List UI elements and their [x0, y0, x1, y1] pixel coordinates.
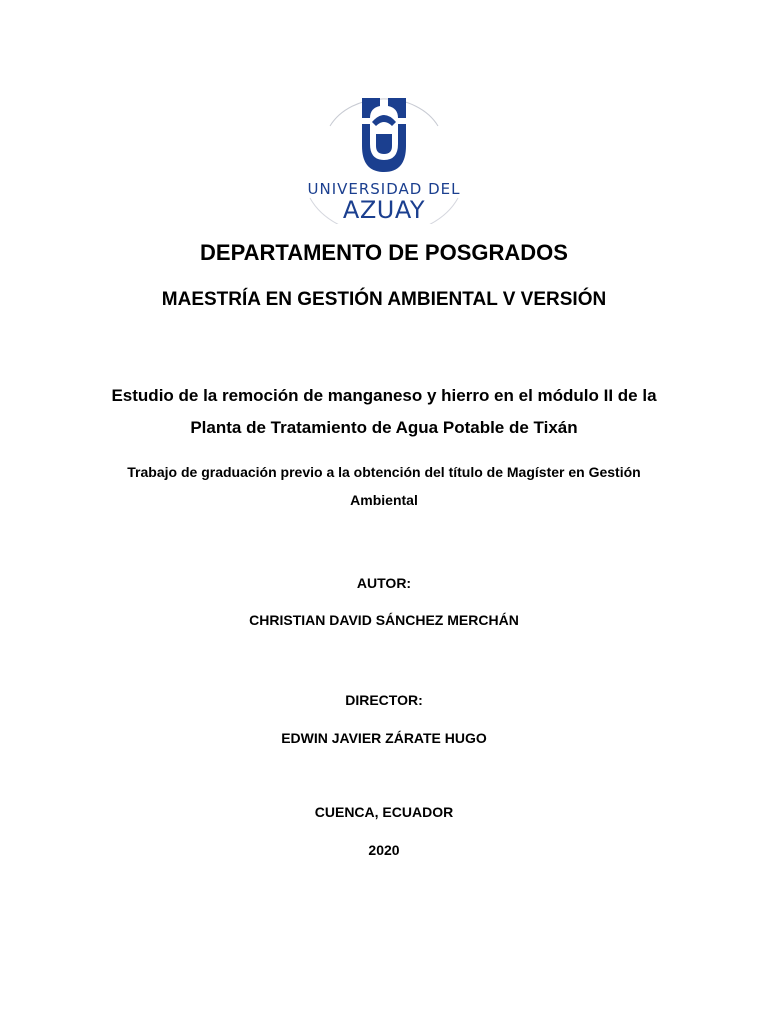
subtitle-line-1: Trabajo de graduación previo a la obtención del título de Magíster en Gestión: [127, 464, 641, 480]
university-logo: [300, 88, 468, 224]
university-shield-icon: [358, 94, 410, 176]
director-label: DIRECTOR:: [345, 692, 423, 708]
logo-text-azuay: AZUAY: [342, 196, 426, 224]
logo-text-universidad: UNIVERSIDAD DEL: [307, 180, 461, 198]
director-name: EDWIN JAVIER ZÁRATE HUGO: [281, 730, 487, 746]
year-text: 2020: [368, 842, 400, 858]
program-heading: MAESTRÍA EN GESTIÓN AMBIENTAL V VERSIÓN: [161, 289, 607, 310]
thesis-title-line-2: Planta de Tratamiento de Agua Potable de Tixán: [190, 418, 578, 437]
author-label: AUTOR:: [356, 575, 412, 591]
place-text: CUENCA, ECUADOR: [314, 804, 454, 820]
thesis-title-line-1: Estudio de la remoción de manganeso y hierro en el módulo II de la: [111, 386, 657, 405]
author-name: CHRISTIAN DAVID SÁNCHEZ MERCHÁN: [249, 612, 519, 628]
subtitle-line-2: Ambiental: [350, 492, 418, 508]
department-heading: DEPARTAMENTO DE POSGRADOS: [200, 240, 568, 265]
